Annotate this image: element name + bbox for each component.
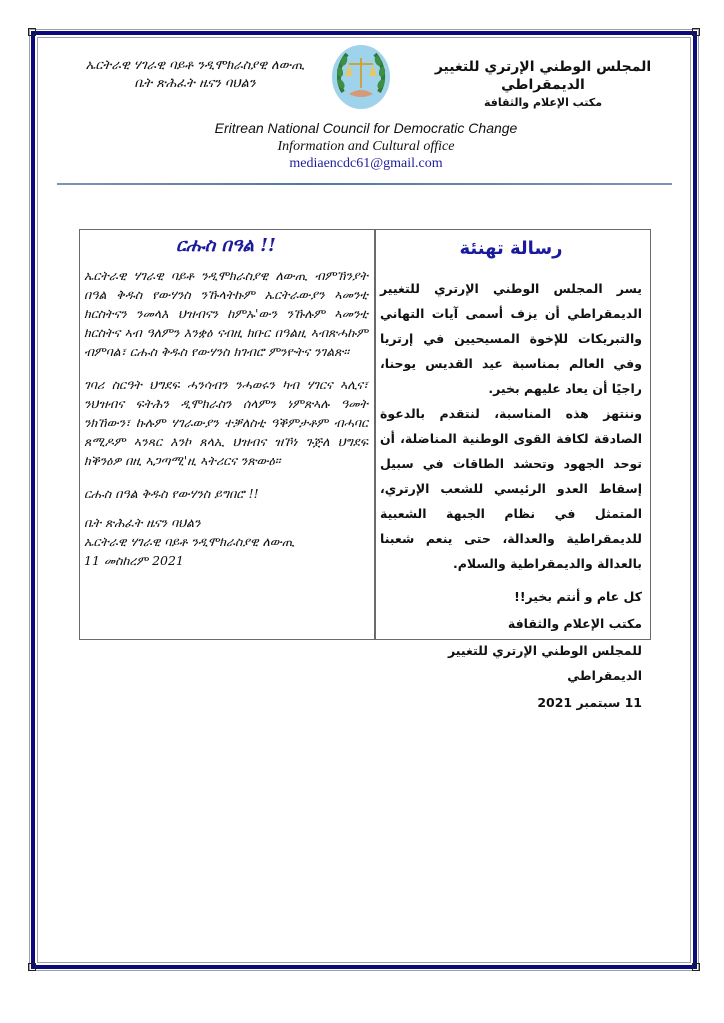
tigrinya-org-name: ኤርትራዊ ሃገራዊ ባይቶ ንዲሞክራስያዊ ለውጢ xyxy=(85,58,305,73)
tigrinya-paragraph-1: ኤርትራዊ ሃገራዊ ባይቶ ንዲሞክራስያዊ ለውጢ ብምኽንያት በዓል ቅዱስ የውሃንስ ንኹላትኩም ኤርትራውያን ኣመንቲ ክርስትናን ንመላእ ህዝብናን ከምኡ'ውን ንኹሉም ኣመንቲ ክርስትና ኣብ ዓለምን እንቋዕ ናብዚ ክቡር በዓልዚ ኣብጽሓኩም ብምባል፣ ርሑስ ቅዱስ የውሃንስ ክገብሮ ምንዮትና ንገልጽ። xyxy=(84,268,368,359)
tigrinya-signature-office: ቤት ጽሕፈት ዜናን ባህልን xyxy=(84,515,201,530)
arabic-org-name: المجلس الوطني الإرتري للتغيير الديمقراطي xyxy=(434,59,652,93)
border-corner-ornament xyxy=(692,28,700,36)
arabic-greeting: كل عام و أنتم بخير!! xyxy=(514,589,642,604)
arabic-date: 11 سبتمبر 2021 xyxy=(537,695,642,710)
tigrinya-message-column xyxy=(84,232,368,570)
arabic-office-name: مكتب الإعلام والثقافة xyxy=(483,96,603,109)
header-arabic xyxy=(405,58,681,112)
arabic-message-title: رسالة تهنئة xyxy=(459,238,563,259)
arabic-paragraph-2: وننتهز هذه المناسبة، لنتقدم بالدعوة الصادقة لكافة القوى الوطنية المناضلة، أن توحد الجهود وتحشد الطاقات في سبيل إسقاط العدو الرئيسي للشعب الإرتري، المتمثل في نظام الجبهة الشعبية للديمقراطية والعدالة، حتى ينعم شعبنا بالعدالة والديمقراطية والسلام. xyxy=(380,406,642,571)
arabic-signature-office: مكتب الإعلام والثقافة xyxy=(507,616,642,631)
arabic-paragraph-1: يسر المجلس الوطني الإرتري للتغيير الديمقراطي أن يزف أسمى آيات التهاني والتبريكات للإخوة المسيحيين في إرتريا وفي العالم بمناسبة عيد القديس يوحنا، راجيًا أن يعاد عليهم بخير. xyxy=(380,281,642,396)
header-english xyxy=(60,118,672,173)
border-corner-ornament xyxy=(28,28,36,36)
tigrinya-greeting: ርሑስ በዓል ቅዱስ የውሃንስ ይግበሮ !! xyxy=(84,486,259,501)
column-divider xyxy=(374,229,376,640)
tigrinya-office-name: ቤት ጽሕፈት ዜናን ባህልን xyxy=(134,76,256,91)
english-org-name: Eritrean National Council for Democratic Change xyxy=(214,120,518,136)
header-tigrinya xyxy=(60,57,330,93)
arabic-signature-org: للمجلس الوطني الإرتري للتغيير الديمقراطي xyxy=(447,643,642,683)
arabic-message-column xyxy=(380,234,642,715)
tigrinya-message-title: ርሑስ በዓል !! xyxy=(176,235,276,256)
scales-of-justice-laurel-emblem-icon xyxy=(331,44,391,110)
email-address: mediaencdc61@gmail.com xyxy=(289,156,443,171)
tigrinya-paragraph-2: ገባሪ ስርዓት ህግደፍ ሓንሳብን ንሓወሩን ካብ ሃገርና ኣሊና፣ ንህዝብና ፍትሕን ዲሞክራስን ሰላምን ነምጽኣሉ ዓመት ንክኸውን፣ ኩሉም ሃገራውያን ተቓለስቲ ዓቕምታቶም ብሓባር ጸሚዶም ኣንጻር እንኮ ጸላኢ ህዝብና ዝኾነ ጉጅለ ህግደፍ ክቕንዕዎ በዚ ኣጋጣሚ'ዚ ኣትሪርና ንጽውዕ። xyxy=(84,377,368,468)
border-corner-ornament xyxy=(692,963,700,971)
border-corner-ornament xyxy=(28,963,36,971)
tigrinya-signature-org: ኤርትራዊ ሃገራዊ ባይቶ ንዲሞክራስያዊ ለውጢ xyxy=(84,534,295,549)
tigrinya-date: 11 መስከረም 2021 xyxy=(84,553,184,568)
header-divider xyxy=(57,183,672,185)
english-office-name: Information and Cultural office xyxy=(277,139,455,154)
